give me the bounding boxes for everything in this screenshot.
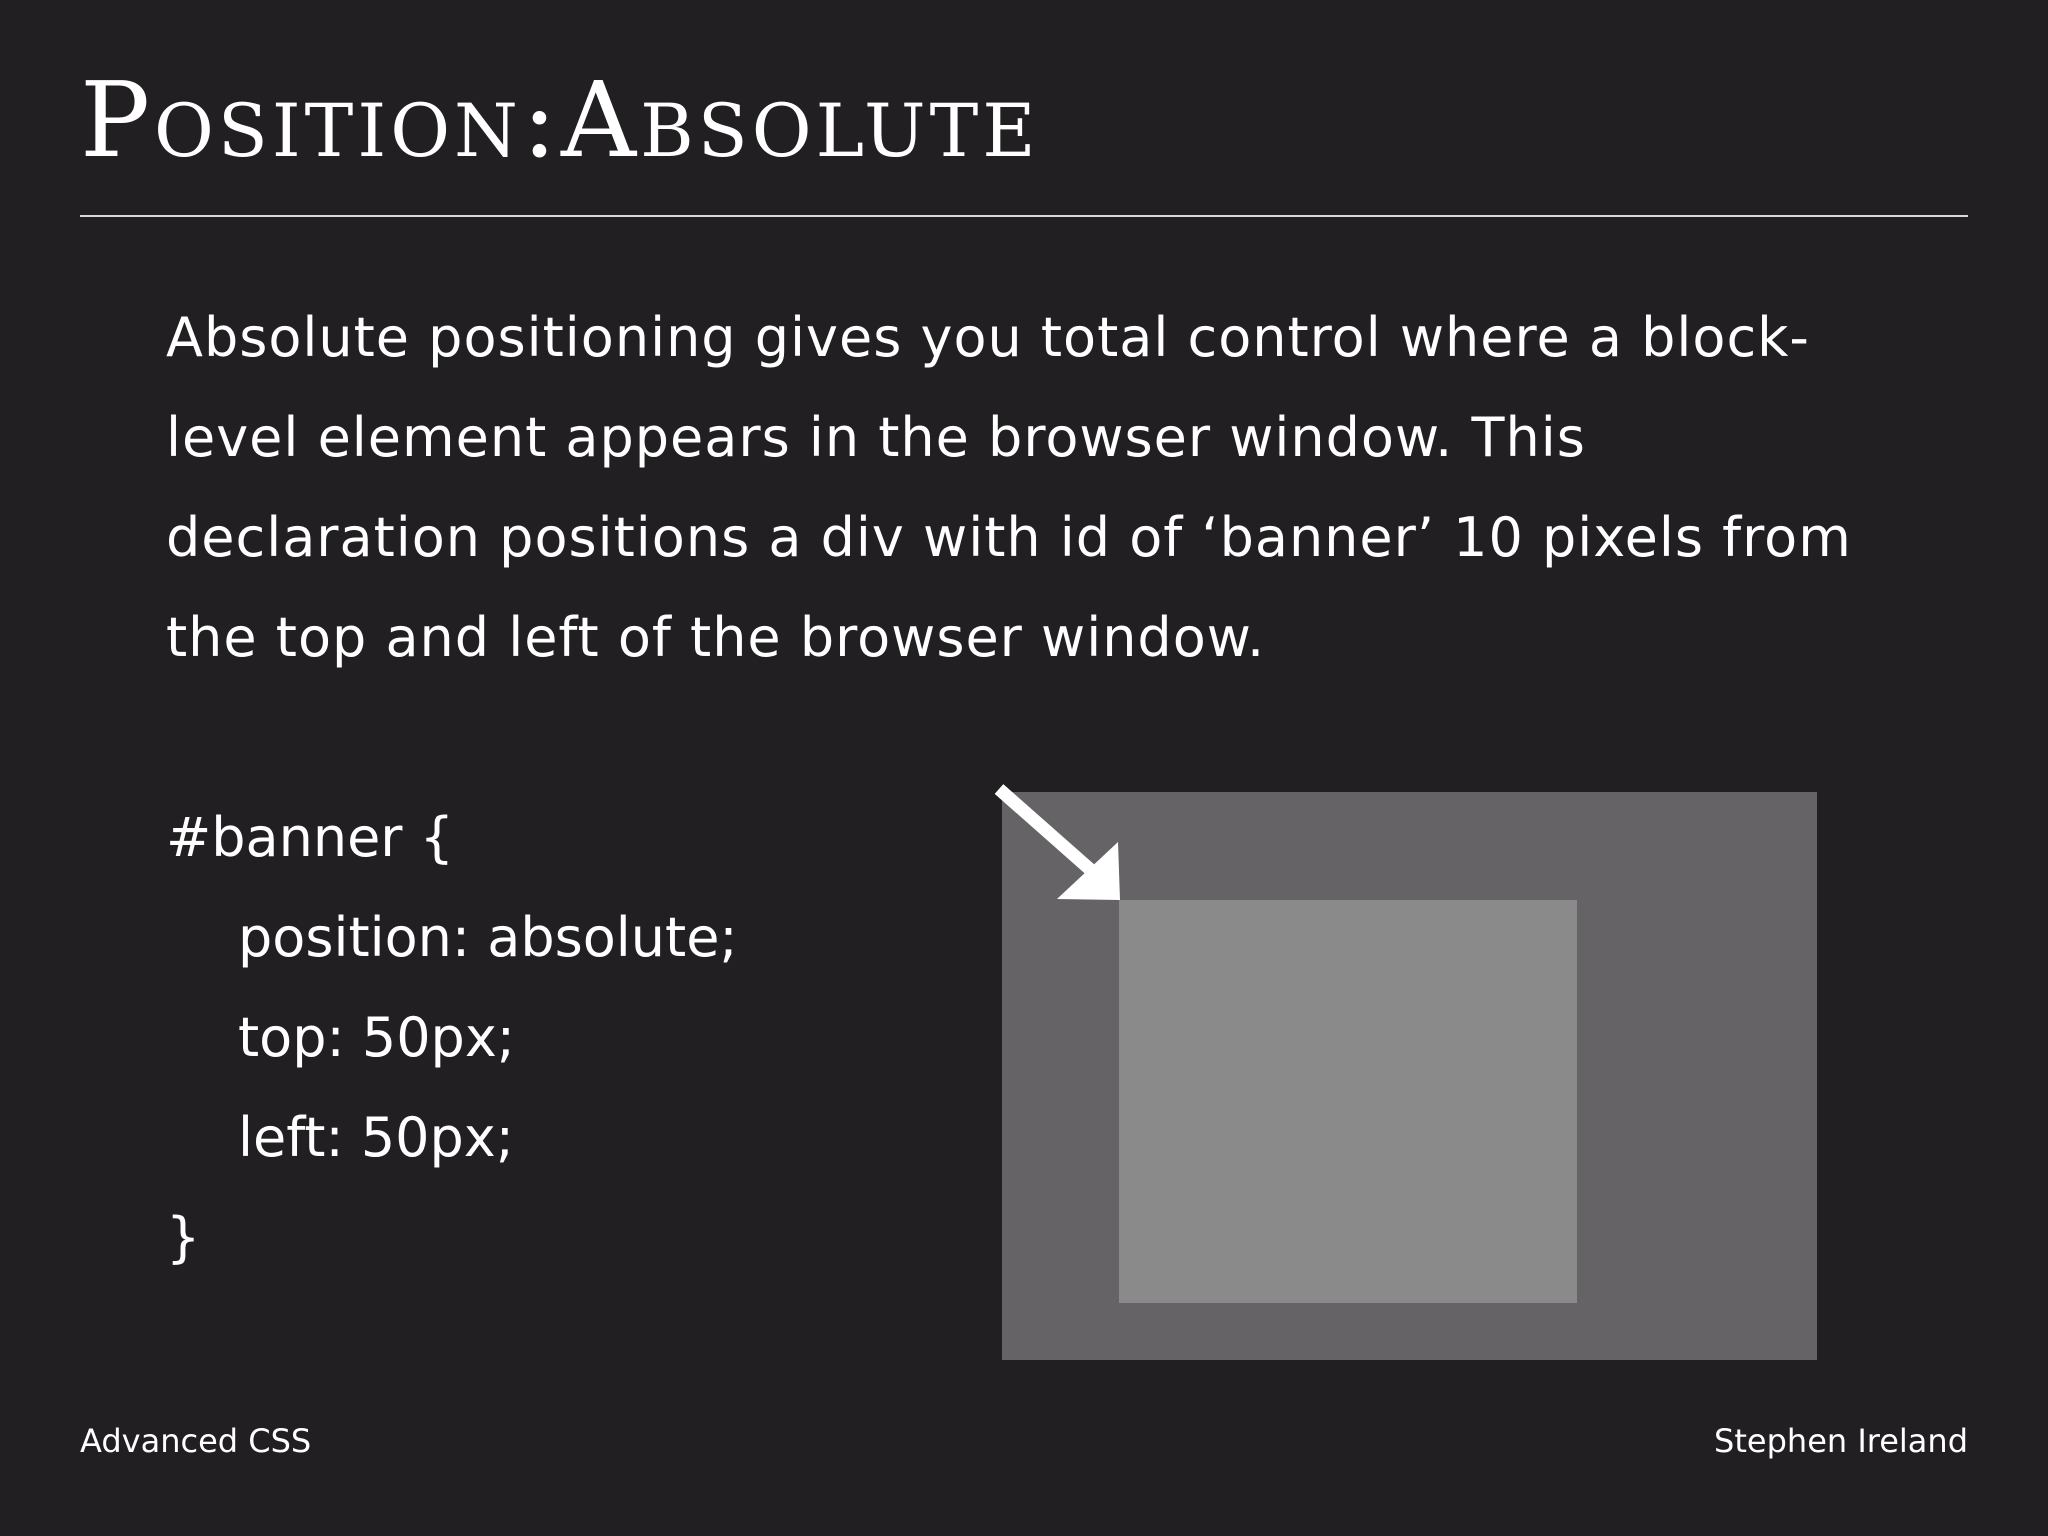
body-paragraph: Absolute positioning gives you total control where a block-level element appears in the browser window. This declaration positions a div with id of ‘banner’ 10 pixels from the top and left of the browser window.: [166, 306, 1852, 669]
slide-title: Position:Absolute: [80, 59, 1040, 181]
footer-author: Stephen Ireland: [1714, 1422, 1968, 1460]
banner-box: [1119, 900, 1577, 1303]
code-declaration-left: left: 50px;: [238, 1106, 514, 1169]
code-declaration-position: position: absolute;: [238, 906, 738, 969]
footer-course-title: Advanced CSS: [80, 1422, 312, 1460]
code-declaration-top: top: 50px;: [238, 1006, 515, 1069]
arrow-icon: [990, 780, 1130, 910]
title-divider: [80, 215, 1968, 217]
code-closing-line: }: [166, 1206, 201, 1269]
code-selector-line: #banner {: [166, 806, 455, 869]
code-block: [166, 788, 738, 1288]
positioning-diagram: [990, 780, 1830, 1370]
